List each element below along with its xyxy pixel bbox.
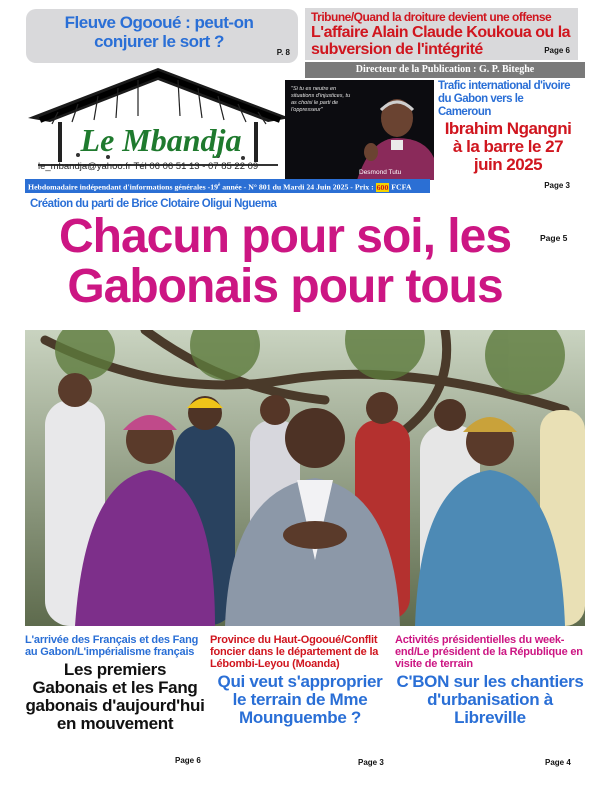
bottom-story-2-headline: Qui veut s'approprier le terrain de Mme Mounguembe ? [217, 672, 383, 727]
bottom-story-3-page: Page 4 [545, 758, 571, 767]
issue-info-text: Hebdomadaire indépendant d'informations générales -19 [28, 182, 219, 192]
tutu-photo [285, 80, 434, 180]
tutu-quote: "Si tu es neutre en situations d'injustices, tu as choisi le parti de l'oppresseur" [291, 86, 351, 113]
group-photo-icon [25, 330, 585, 626]
bottom-story-2-kicker: Province du Haut-Ogooué/Conflit foncier dans le département de la Lébombi-Leyou (Moanda) [210, 634, 379, 670]
issue-info-text2: année - N° 801 du Mardi 24 Juin 2025 - Prix : [220, 182, 376, 192]
bottom-story-french-fang[interactable] [25, 634, 205, 765]
main-photo[interactable] [25, 330, 585, 626]
bottom-story-1-headline: Les premiers Gabonais et les Fang gabonais d'aujourd'hui en mouvement [25, 660, 205, 733]
bottom-story-3-headline: C'BON sur les chantiers d'urbanisation à Libreville [396, 672, 584, 727]
contact-line: le_mbandja@yahoo.fr Tél 06 06 51 13 - 07 85 22 09 [38, 161, 259, 172]
teaser-ogooue-headline: Fleuve Ogooué : peut-on conjurer le sort ? [64, 13, 254, 51]
main-story-headline[interactable]: Chacun pour soi, les Gabonais pour tous [58, 210, 512, 313]
teaser-ivory-page: Page 3 [544, 181, 570, 190]
tutu-caption: Desmond Tutu [359, 169, 402, 176]
publication-director: Directeur de la Publication : G. P. Biteghe [305, 62, 585, 78]
bottom-story-land-conflict[interactable] [210, 634, 390, 767]
issue-info-bar [25, 179, 430, 193]
logo-wordmark: Le Mbandja [80, 122, 242, 158]
teaser-koukoua[interactable] [305, 8, 578, 60]
issue-info-sup: è [218, 183, 221, 188]
teaser-ivory-kicker: Trafic international d'ivoire du Gabon vers le Cameroun [438, 80, 571, 118]
bottom-story-1-kicker: L'arrivée des Français et des Fang au Gabon/L'impérialisme français [25, 634, 199, 658]
teaser-koukoua-page: Page 6 [544, 46, 570, 55]
teaser-koukoua-kicker: Tribune/Quand la droiture devient une offense [311, 10, 552, 24]
teaser-ogooue[interactable] [26, 9, 298, 63]
teaser-koukoua-headline: L'affaire Alain Claude Koukoua ou la subversion de l'intégrité [311, 24, 571, 58]
bottom-story-2-page: Page 3 [358, 758, 384, 767]
main-story-kicker: Création du parti de Brice Clotaire Oligui Nguema [30, 198, 277, 210]
bottom-story-presidential[interactable] [395, 634, 585, 767]
bottom-story-3-kicker: Activités présidentielles du week-end/Le président de la République en visite de terrain [395, 634, 583, 670]
teaser-ogooue-page: P. 8 [276, 48, 290, 57]
issue-price: 600 [376, 182, 389, 192]
issue-currency: FCFA [389, 182, 412, 192]
bottom-story-1-page: Page 6 [175, 756, 201, 765]
main-story-page: Page 5 [540, 233, 568, 243]
teaser-ivory[interactable] [436, 80, 578, 190]
teaser-ivory-headline: Ibrahim Ngangni à la barre le 27 juin 2025 [444, 119, 572, 174]
